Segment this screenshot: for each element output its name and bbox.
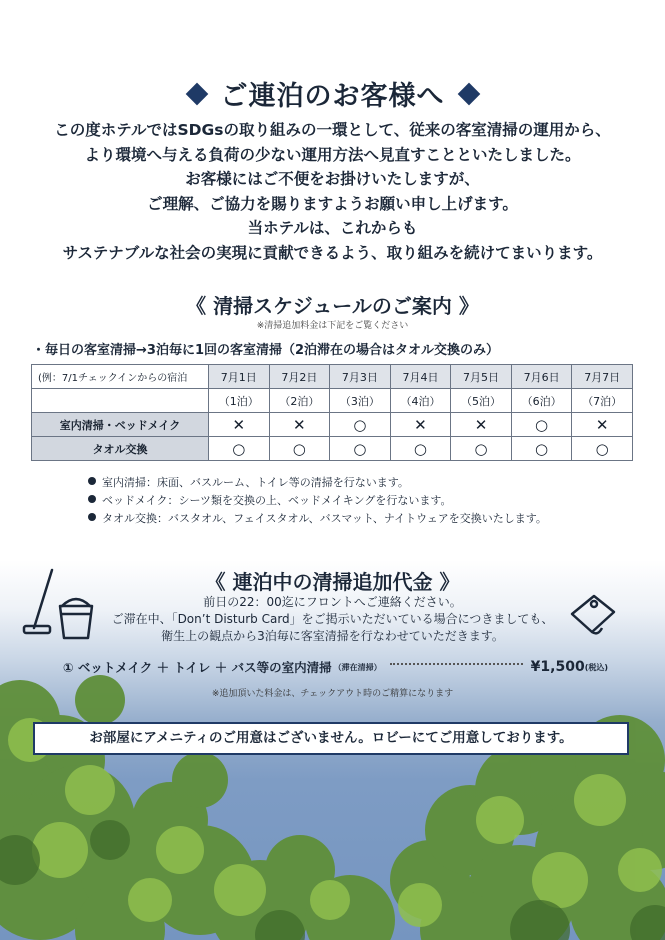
amenity-banner: お部屋にアメニティのご用意はございません。ロビーにてご用意しております。 — [33, 722, 629, 755]
list-item — [88, 474, 547, 492]
list-item — [88, 510, 547, 528]
list-item-text: タオル交換：バスタオル、フェイスタオル、バスマット、ナイトウェアを交換いたします。 — [102, 512, 547, 525]
schedule-lead: ・毎日の客室清掃→3泊毎に1回の客室清掃（2泊滞在の場合はタオル交換のみ） — [32, 343, 500, 358]
intro-line: より環境へ与える負荷の少ない運用方法へ見直すことといたしました。 — [84, 145, 581, 164]
addon-line: ご滞在中、「Don’t Disturb Card」をご掲示いただいている場合につきましても、 — [111, 612, 554, 626]
price-item-tag: （滞在清掃） — [333, 662, 382, 672]
date-cell: 7月5日 — [451, 365, 512, 389]
table-row — [32, 413, 633, 437]
date-cell: 7月4日 — [390, 365, 451, 389]
table-row — [32, 389, 633, 413]
nights-cell: （7泊） — [572, 389, 633, 413]
mark-cell: ○ — [269, 437, 330, 461]
mark-cell: ✕ — [209, 413, 270, 437]
mark-cell: ✕ — [572, 413, 633, 437]
mark-cell: ○ — [511, 437, 572, 461]
nights-cell: （4泊） — [390, 389, 451, 413]
mark-cell: ✕ — [451, 413, 512, 437]
bullet-icon — [88, 513, 96, 521]
row-label: タオル交換 — [32, 437, 209, 461]
row-label: 室内清掃・ベッドメイク — [32, 413, 209, 437]
bullet-icon — [88, 495, 96, 503]
nights-cell: （5泊） — [451, 389, 512, 413]
title-text: ご連泊のお客様へ — [220, 81, 445, 112]
mark-cell: ○ — [209, 437, 270, 461]
definition-list — [88, 474, 547, 528]
schedule-table — [31, 364, 633, 461]
dotted-leader — [390, 663, 523, 665]
table-row — [32, 365, 633, 389]
diamond-icon — [457, 83, 480, 106]
list-item — [88, 492, 547, 510]
date-cell: 7月7日 — [572, 365, 633, 389]
table-corner: (例：7/1チェックインからの宿泊 — [32, 365, 209, 389]
date-cell: 7月1日 — [209, 365, 270, 389]
nights-cell: （2泊） — [269, 389, 330, 413]
table-row — [32, 437, 633, 461]
price-row — [63, 658, 608, 676]
addon-line: 衛生上の観点から3泊毎に客室清掃を行なわせていただきます。 — [161, 629, 504, 643]
nights-cell: （3泊） — [330, 389, 391, 413]
mark-cell: ○ — [451, 437, 512, 461]
mark-cell: ○ — [390, 437, 451, 461]
nights-cell: （6泊） — [511, 389, 572, 413]
date-cell: 7月2日 — [269, 365, 330, 389]
mark-cell: ○ — [330, 437, 391, 461]
empty-cell — [32, 389, 209, 413]
date-cell: 7月3日 — [330, 365, 391, 389]
mark-cell: ○ — [330, 413, 391, 437]
mark-cell: ○ — [511, 413, 572, 437]
page-title — [0, 74, 665, 113]
schedule-title: 《 清掃スケジュールのご案内 》 — [186, 294, 479, 318]
addon-text — [0, 594, 665, 645]
price-amount: ¥1,500 — [530, 659, 585, 675]
nights-cell: （1泊） — [209, 389, 270, 413]
intro-line: サステナブルな社会の実現に貢献できるよう、取り組みを続けてまいります。 — [62, 243, 603, 262]
intro-line: 当ホテルは、これからも — [247, 219, 418, 237]
mark-cell: ○ — [572, 437, 633, 461]
price-tax: (税込) — [584, 662, 608, 672]
intro-text — [0, 118, 665, 265]
diamond-icon — [185, 83, 208, 106]
schedule-note: ※清掃追加料金は下記をご覧ください — [256, 321, 409, 331]
payment-note: ※追加頂いた料金は、チェックアウト時のご精算になります — [211, 689, 454, 699]
mark-cell: ✕ — [390, 413, 451, 437]
addon-title: 《 連泊中の清掃追加代金 》 — [205, 570, 460, 594]
intro-line: お客様にはご不便をお掛けいたしますが、 — [185, 170, 480, 188]
list-item-text: 室内清掃：床面、バスルーム、トイレ等の清掃を行ないます。 — [102, 476, 409, 489]
date-cell: 7月6日 — [511, 365, 572, 389]
addon-line: 前日の22：00迄にフロントへご連絡ください。 — [203, 595, 462, 609]
mark-cell: ✕ — [269, 413, 330, 437]
bullet-icon — [88, 477, 96, 485]
list-item-text: ベッドメイク：シーツ類を交換の上、ベッドメイキングを行ないます。 — [102, 494, 452, 507]
intro-line: この度ホテルではSDGsの取り組みの一環として、従来の客室清掃の運用から、 — [54, 121, 611, 139]
price-item: ① ベットメイク ＋ トイレ ＋ バス等の室内清掃 — [63, 660, 332, 675]
intro-line: ご理解、ご協力を賜りますようお願い申し上げます。 — [147, 194, 518, 213]
